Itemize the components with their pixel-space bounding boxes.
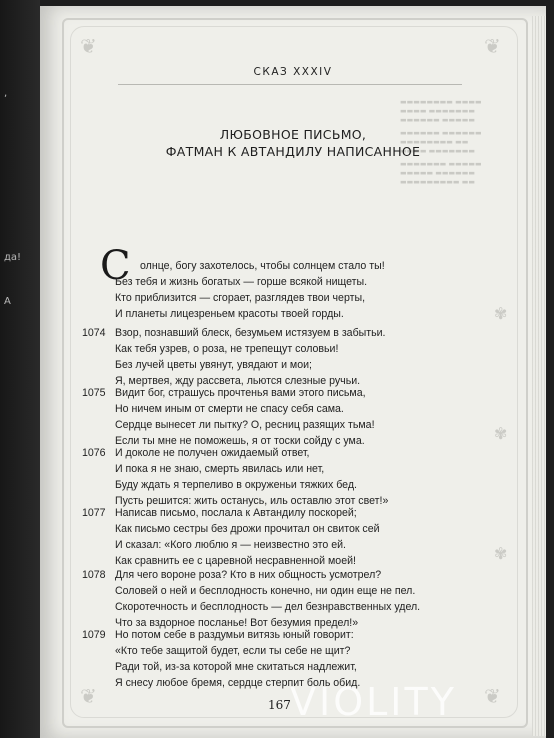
stanza-number: 1076 <box>82 447 106 459</box>
verse-line: Как сравнить ее с царевной несравненной моей! <box>115 555 356 567</box>
verse-line: Как письмо сестры без дрожи прочитал он свиток сей <box>115 523 380 535</box>
dark-surround <box>0 0 40 738</box>
verse-line: Кто приблизится — сгорает, разглядев твои черты, <box>115 292 366 304</box>
verse-line: Но ничем иным от смерти не спасу себя сама. <box>115 403 344 415</box>
edge-glyph: А <box>4 296 11 307</box>
verse-line: Ради той, из-за которой мне скитаться надлежит, <box>115 661 357 673</box>
running-head: СКАЗ XXXIV <box>253 66 333 78</box>
corner-ornament-icon: ❦ <box>484 684 501 708</box>
verse-line: Соловей о ней и бесплодность конечно, ни один еще не пел. <box>115 585 416 597</box>
verse-line: И планеты лицезреньем красоты твоей горды. <box>115 308 344 320</box>
verse-line: Без тебя и жизнь богатых — горше всякой нищеты. <box>115 276 368 288</box>
stanza-number: 1077 <box>82 507 106 519</box>
stanza-number: 1079 <box>82 629 106 641</box>
stanza-number: 1075 <box>82 387 106 399</box>
edge-glyph: , <box>4 88 8 99</box>
stanza-number: 1074 <box>82 327 106 339</box>
verse-line: Для чего вороне роза? Кто в них общность усмотрел? <box>115 569 382 581</box>
show-through-text: ▬▬▬▬▬▬▬▬ ▬▬▬▬ ▬▬▬▬ ▬▬▬▬▬▬▬ ▬▬▬▬▬▬ ▬▬▬▬▬ ▬▬▬▬▬▬ ▬▬▬▬▬▬ ▬▬▬▬▬▬▬▬ ▬▬ ▬▬▬▬ ▬▬▬▬▬▬▬ ▬▬▬▬▬▬▬ ▬▬▬▬▬ ▬▬▬▬▬ ▬▬▬▬▬▬ ▬▬▬▬▬▬▬▬▬ ▬▬ <box>400 98 482 186</box>
verse-line: Как тебя узрев, о роза, не трепещут соловьи! <box>115 343 339 355</box>
verse-line: Если ты мне не поможешь, я от тоски сойду с ума. <box>115 435 365 447</box>
title-line: ФАТМАН К АВТАНДИЛУ НАПИСАННОЕ <box>165 144 421 159</box>
verse-line: Буду ждать я терпеливо в окруженьи тяжких бед. <box>115 479 357 491</box>
edge-glyph: да! <box>4 252 22 263</box>
verse-line: Пусть решится: жить останусь, иль оставлю этот свет!» <box>115 495 389 507</box>
corner-ornament-icon: ❦ <box>80 684 97 708</box>
verse-line: Я снесу любое бремя, сердце стерпит боль обид. <box>115 677 361 689</box>
verse-line: Написав письмо, послала к Автандилу поскорей; <box>115 507 357 519</box>
book-page <box>40 6 546 738</box>
verse-line: И пока я не знаю, смерть явилась или нет, <box>115 463 325 475</box>
page-number: 167 <box>268 698 291 712</box>
verse-line: Что за вздорное посланье! Вот безумия предел!» <box>115 617 359 629</box>
verse-line: И доколе не получен ожидаемый ответ, <box>115 447 310 459</box>
verse-line: И сказал: «Кого люблю я — неизвестно это ей. <box>115 539 346 551</box>
verse-line: Взор, познавший блеск, безумьем истязуем в забытьи. <box>115 327 386 339</box>
side-ornament-icon: ✾ <box>494 424 508 443</box>
drop-cap: С <box>100 243 131 289</box>
verse-line: Без лучей цветы увянут, увядают и мои; <box>115 359 312 371</box>
stanza-number: 1078 <box>82 569 106 581</box>
title-line: ЛЮБОВНОЕ ПИСЬМО, <box>219 127 367 142</box>
verse-line: Я, мертвея, жду рассвета, льются слезные ручьи. <box>115 375 361 387</box>
poem-body <box>40 6 546 738</box>
verse-line: Скоротечность и бесплодность — дел безнравственных удел. <box>115 601 421 613</box>
side-ornament-icon: ✾ <box>494 304 508 323</box>
verse-line: Сердце вынесет ли пытку? О, ресниц разящих тьма! <box>115 419 375 431</box>
verse-line: олнце, богу захотелось, чтобы солнцем стало ты! <box>140 260 385 272</box>
corner-ornament-icon: ❦ <box>80 34 97 58</box>
corner-ornament-icon: ❦ <box>484 34 501 58</box>
verse-line: Видит бог, страшусь прочтенья вами этого письма, <box>115 387 366 399</box>
verse-line: «Кто тебе защитой будет, если ты себе не щит? <box>115 645 351 657</box>
watermark: VIOLITY <box>290 680 457 724</box>
side-ornament-icon: ✾ <box>494 544 508 563</box>
verse-line: Но потом себе в раздумьи витязь юный говорит: <box>115 629 354 641</box>
